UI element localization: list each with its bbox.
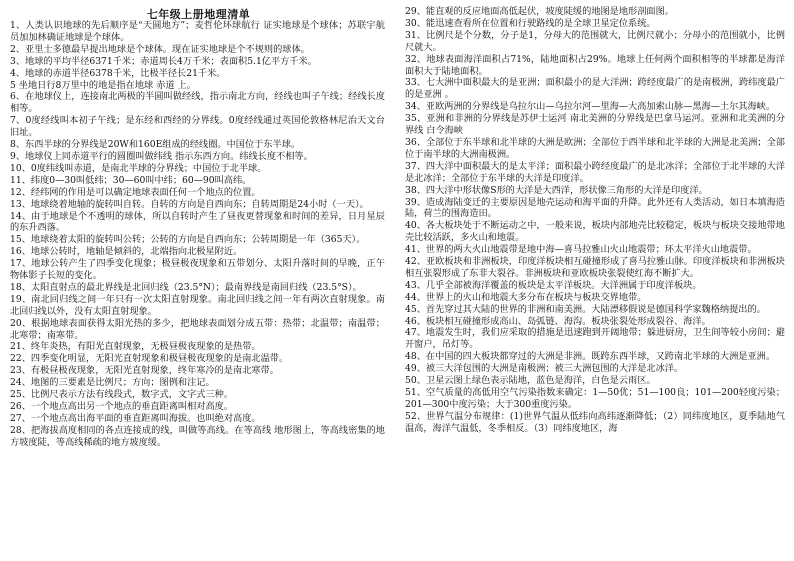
list-item: 16、地球公转时，地轴是倾斜的，北端指向北极星附近。 [10, 246, 243, 258]
list-item: 30、能迅速查看所在位置和行驶路线的是全球卫星定位系统。 [405, 17, 656, 29]
list-item: 45、首先穿过其大陆的世界的非洲和南美洲。大陆漂移假说是德国科学家魏格纳提出的。 [405, 303, 766, 315]
list-item: 34、亚欧两洲的分界线是乌拉尔山—乌拉尔河—里海—大高加索山脉—黑海—土尔其海峡。 [405, 101, 776, 113]
list-item: 6、在地球仪上，连接南北两极的半圆叫做经线，指示南北方向，经线也叫子午线；经线长度相等。 [10, 91, 385, 115]
list-item: 41、世界的两大火山地震带是地中海—喜马拉雅山火山地震带；环太平洋火山地震带。 [405, 244, 757, 256]
list-item: 27、一个地点高出海平面的垂直距离叫海拔。也叫绝对高度。 [10, 412, 261, 424]
list-item: 26、一个地点高出另一个地点的垂直距离叫相对高度。 [10, 401, 234, 412]
list-item: 48、在中国的四大板块都穿过的大洲是非洲。既跨东西半球，又跨南北半球的大洲是亚洲。 [405, 351, 776, 363]
list-item: 18、太阳直射点的最北界线是北回归线（23.5°N）；最南界线是南回归线（23.5°S）。 [10, 281, 362, 293]
left-column [10, 20, 385, 449]
list-item: 29、能直观的反应地面高低起伏，坡度陡缓的地图是地形剖面图。 [405, 6, 674, 17]
list-item: 22、四季变化明显，无阳光直射现象和极昼极夜现象的是南北温带。 [10, 353, 289, 365]
list-item: 38、四大洋中形状像S形的大洋是大西洋，形状像三角形的大洋是印度洋。 [405, 184, 708, 196]
list-item: 24、地图的三要素是比例尺；方向；图例和注记。 [10, 377, 215, 389]
list-item: 49、被三大洋包围的大洲是南极洲；被三大洲包围的大洋是北冰洋。 [405, 363, 684, 375]
list-item: 10、0度纬线叫赤道，是南北半球的分界线；中国位于北半球。 [10, 162, 267, 174]
list-item: 1、人类认识地球的先后顺序是“天圆地方”；麦哲伦环球航行 证实地球是个球体；苏联宇航员加加林确证地球是个球体。 [10, 20, 385, 43]
list-item: 40、各大板块处于不断运动之中，一般来说，板块内部地壳比较稳定，板块与板块交接地带地壳比较活跃，多火山和地震。 [405, 220, 785, 244]
list-item: 17、地球公转产生了四季变化现象；极昼极夜现象和五带划分、太阳升落时间的早晚，正午物体影子长短的变化。 [10, 258, 385, 282]
list-item: 12、经纬网的作用是可以确定地球表面任何一个地点的位置。 [10, 186, 261, 198]
list-item: 31、比例尺是个分数，分子是1，分母大的范围就大，比例尺就小；分母小的范围就小，比例尺就大。 [405, 29, 785, 53]
list-item: 7、0度经线叫本初子午线；是东经和西经的分界线。0度经线通过英国伦敦格林尼治天文台旧址。 [10, 115, 385, 139]
list-item: 4、地球的赤道半径6378千米，比极半径长21千米。 [10, 67, 226, 79]
list-item: 5 坐地日行8万里中的地是指在地球 赤道 上。 [10, 79, 196, 91]
page-title: 七年级上册地理清单 [146, 8, 251, 21]
list-item: 14、由于地球是个不透明的球体，所以自转时产生了昼夜更替现象和时间的差异，日月星辰的东升西落。 [10, 210, 385, 234]
list-item: 39、造成海陆变迁的主要原因是地壳运动和海平面的升降。此外还有人类活动，如日本填海造陆，荷兰的围海造田。 [405, 196, 785, 220]
list-item: 35、亚洲和非洲的分界线是苏伊士运河 南北美洲的分界线是巴拿马运河。亚洲和北美洲的分界线 白令海峡 [405, 113, 785, 137]
list-item: 51、空气质量的高低用空气污染指数来确定：1—50优；51—100良；101—200轻度污染；201—300中度污染；大于300重度污染。 [405, 387, 785, 410]
list-item: 3、地球的平均半径6371千米；赤道周长4万千米；表面积5.1亿平方千米。 [10, 55, 317, 67]
list-item: 32、地球表面海洋面积占71%，陆地面积占29%。地球上任何两个面积相等的半球都是海洋面积大于陆地面积。 [405, 53, 785, 77]
list-item: 8、东西半球的分界线是20W和160E组成的经线圈。中国位于东半球。 [10, 139, 301, 151]
list-item: 42、亚欧板块和非洲板块，印度洋板块相互碰撞形成了喜马拉雅山脉。印度洋板块和非洲板块相互张裂形成了东非大裂谷。非洲板块和亚欧板块张裂使红海不断扩大。 [405, 256, 785, 279]
right-column [405, 6, 785, 435]
list-item: 43、几乎全部被海洋覆盖的板块是太平洋板块。大洋洲属于印度洋板块。 [405, 279, 702, 291]
list-item: 50、卫星云图上绿色表示陆地，蓝色是海洋，白色是云雨区。 [405, 375, 656, 387]
list-item: 47、地震发生时，我们应采取的措施是迅速跑到开阔地带；躲进厨房，卫生间等较小房间；避开窗户，吊灯等。 [405, 327, 785, 351]
list-item: 15、地球绕着太阳的旋转叫公转；公转的方向是自西向东；公转周期是一年（365天）。 [10, 234, 366, 246]
list-item: 33、七大洲中面积最大的是亚洲；面积最小的是大洋洲；跨经度最广的是南极洲，跨纬度最广的是亚洲 。 [405, 77, 785, 101]
list-item: 25、比例尺表示方法有线段式，数字式，文字式三种。 [10, 389, 234, 401]
list-item: 20、根据地球表面获得太阳光热的多少，把地球表面划分成五带：热带；北温带；南温带；北寒带；南寒带。 [10, 317, 385, 341]
list-item: 46、板块相互碰撞形成高山、岛弧链、海沟。板块张裂处形成裂谷、海洋。 [405, 315, 711, 327]
list-item: 9、地球仪上同赤道平行的圆圈叫做纬线 指示东西方向。纬线长度不相等。 [10, 150, 313, 162]
list-item: 11、纬度0—30叫低纬；30—60叫中纬；60—90叫高纬。 [10, 174, 252, 186]
list-item: 19、南北回归线之间一年只有一次太阳直射现象。南北回归线之间一年有两次直射现象。南北回归线以外，没有太阳直射现象。 [10, 293, 385, 317]
list-item: 21、终年炎热，有阳光直射现象，无极昼极夜现象的是热带。 [10, 341, 261, 353]
list-item: 52、世界气温分布规律：(1)世界气温从低纬向高纬逐渐降低；（2）同纬度地区，夏季陆地气温高，海洋气温低，冬季相反。（3）同纬度地区，海 [405, 410, 785, 434]
list-item: 36、全部位于东半球和北半球的大洲是欧洲；全部位于西半球和北半球的大洲是北美洲；全部位于南半球的大洲南极洲。 [405, 136, 785, 160]
list-item: 44、世界上的火山和地震大多分布在板块与板块交界地带。 [405, 291, 647, 303]
list-item: 13、地球绕着地轴的旋转叫自转。自转的方向是自西向东；自转周期是24小时（一天）。 [10, 198, 369, 210]
list-item: 2、亚里士多德最早提出地球是个球体。现在证实地球是个不规则的球体。 [10, 43, 310, 55]
list-item: 28、把海拔高度相同的各点连接成的线，叫做等高线。在等高线 地形图上，等高线密集的地方坡度陡，等高线稀疏的地方坡度缓。 [10, 424, 385, 448]
list-item: 23、有极昼极夜现象，无阳光直射现象，终年寒冷的是南北寒带。 [10, 365, 279, 377]
list-item: 37、四大洋中面积最大的是太平洋；面积最小跨经度最广的是北冰洋；全部位于北半球的大洋是北冰洋；全部位于东半球的大洋是印度洋。 [405, 160, 785, 184]
